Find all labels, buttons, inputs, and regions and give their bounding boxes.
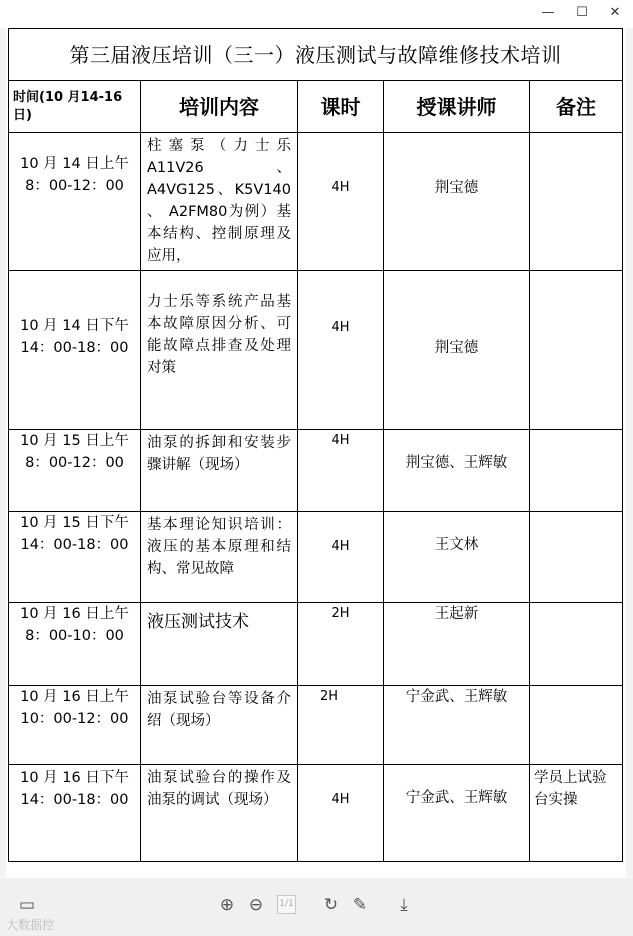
header-teacher: 授课讲师 [384,81,530,133]
table-row [9,765,623,862]
cell-content: 柱塞泵（力士乐A11V26、A4VG125、K5V140 、 A2FM80为例）基本结构、控制原理及应用， [141,133,298,271]
cell-content: 油泵试验台的操作及油泵的调试（现场） [141,765,298,862]
cell-teacher: 王起新 [384,603,530,686]
cell-note [530,430,623,512]
minimize-icon[interactable]: — [541,5,555,20]
cell-hours: 2H [298,686,384,765]
cell-content: 基本理论知识培训：液压的基本原理和结构、常见故障 [141,512,298,603]
cell-content: 力士乐等系统产品基本故障原因分析、可能故障点排查及处理对策 [141,271,298,430]
document-page [6,28,626,878]
cell-hours: 4H [298,430,384,512]
rotate-icon[interactable]: ↻ [323,895,339,915]
cell-time: 10 月 15 日上午 8：00-12：00 [9,430,141,512]
cell-time: 10 月 16 日上午 8：00-10：00 [9,603,141,686]
cell-hours: 4H [298,512,384,603]
cell-hours: 2H [298,603,384,686]
watermark-text: 大数据控 [6,918,55,932]
cell-hours: 4H [298,271,384,430]
cell-content: 油泵的拆卸和安装步骤讲解（现场） [141,430,298,512]
header-content: 培训内容 [141,81,298,133]
cell-time: 10 月 14 日下午 14：00-18：00 [9,271,141,430]
cell-content: 油泵试验台等设备介绍（现场） [141,686,298,765]
cell-time: 10 月 14 日上午 8：00-12：00 [9,133,141,271]
window-titlebar [0,0,633,29]
table-row [9,271,623,430]
header-time: 时间(10 月14-16日) [9,81,141,133]
close-icon[interactable]: ✕ [609,5,621,20]
cell-teacher: 宁金武、王辉敏 [384,765,530,862]
table-row [9,133,623,271]
cell-note [530,686,623,765]
zoom-in-icon[interactable]: ⊕ [219,895,235,915]
cell-teacher: 荆宝德 [384,133,530,271]
maximize-icon[interactable]: ☐ [576,5,588,20]
cell-note [530,603,623,686]
cell-hours: 4H [298,133,384,271]
schedule-table [8,28,623,862]
header-row [9,81,623,133]
title-row [9,29,623,81]
header-hours: 课时 [298,81,384,133]
document-title: 第三届液压培训（三一）液压测试与故障维修技术培训 [9,29,623,81]
cell-teacher: 王文林 [384,512,530,603]
download-icon[interactable]: ⤓ [400,895,408,915]
cell-teacher: 荆宝德、王辉敏 [384,430,530,512]
cell-content: 液压测试技术 [141,603,298,686]
cell-time: 10 月 16 日下午 14：00-18：00 [9,765,141,862]
viewer-toolbar [0,878,633,936]
zoom-out-icon[interactable]: ⊖ [248,895,264,915]
edit-icon[interactable]: ✎ [352,895,368,915]
cell-hours: 4H [298,765,384,862]
header-note: 备注 [530,81,623,133]
document-viewer[interactable] [0,28,633,878]
cell-time: 10 月 15 日下午 14：00-18：00 [9,512,141,603]
cell-note: 学员上试验台实操 [530,765,623,862]
table-row [9,430,623,512]
cell-teacher: 荆宝德 [384,271,530,430]
cell-note [530,271,623,430]
thumbnail-icon[interactable]: ▭ [18,895,36,915]
table-row [9,512,623,603]
cell-note [530,512,623,603]
cell-time: 10 月 16 日上午 10：00-12：00 [9,686,141,765]
cell-teacher: 宁金武、王辉敏 [384,686,530,765]
table-row [9,603,623,686]
table-row [9,686,623,765]
cell-note [530,133,623,271]
page-number-box[interactable]: 1/1 [277,895,296,914]
